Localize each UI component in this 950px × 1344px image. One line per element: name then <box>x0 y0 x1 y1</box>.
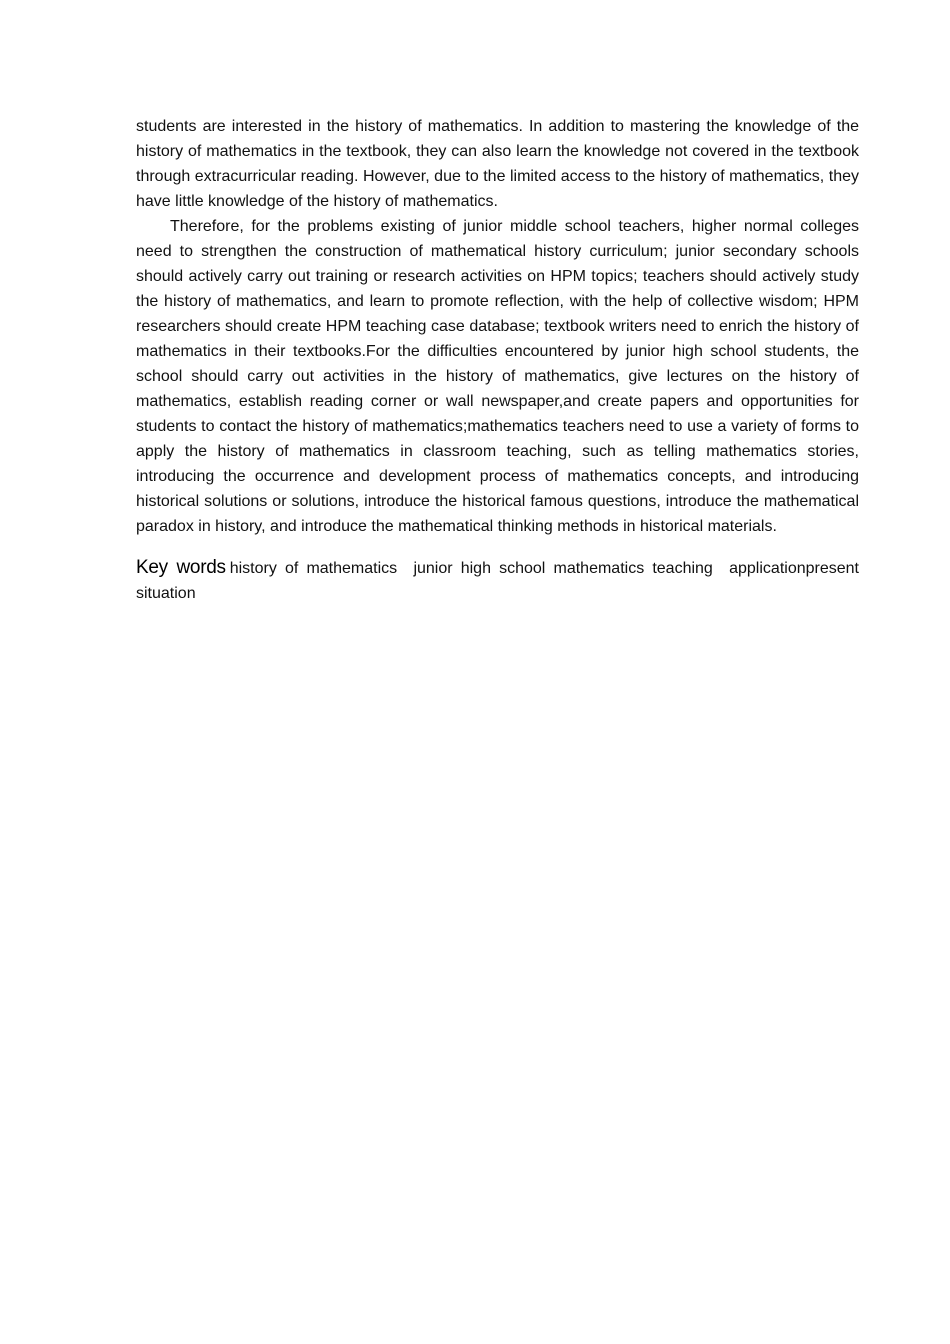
keywords-line <box>136 555 864 606</box>
abstract-paragraph-2: Therefore, for the problems existing of junior middle school teachers, higher normal colleges need to strengthen the construction of mathematical history curriculum; junior secondary schools should actively carry out training or research activities on HPM topics; teachers should actively study the history of mathematics, and learn to promote reflection, with the help of collective wisdom; HPM researchers should create HPM teaching case database; textbook writers need to enrich the history of mathematics in their textbooks.For the difficulties encountered by junior high school students, the school should carry out activities in the history of mathematics, give lectures on the history of mathematics, establish reading corner or wall newspaper,and create papers and opportunities for students to contact the history of mathematics;mathematics teachers need to use a variety of forms to apply the history of mathematics in classroom teaching, such as telling mathematics stories, introducing the occurrence and development process of mathematics concepts, and introducing historical solutions or solutions, introduce the historical famous questions, introduce the mathematical paradox in history, and introduce the mathematical thinking methods in historical materials. <box>136 218 859 535</box>
abstract-paragraph-1: students are interested in the history of mathematics. In addition to mastering the knowledge of the history of mathematics in the textbook, they can also learn the knowledge not covered in the textbook through extracurricular reading. However, due to the limited access to the history of mathematics, they have little knowledge of the history of mathematics. <box>136 118 859 210</box>
abstract-body <box>136 114 864 606</box>
keywords-text: history of mathematics junior high school mathematics teaching applicationpresent situation <box>136 560 864 602</box>
keywords-label: Key words <box>136 557 226 578</box>
